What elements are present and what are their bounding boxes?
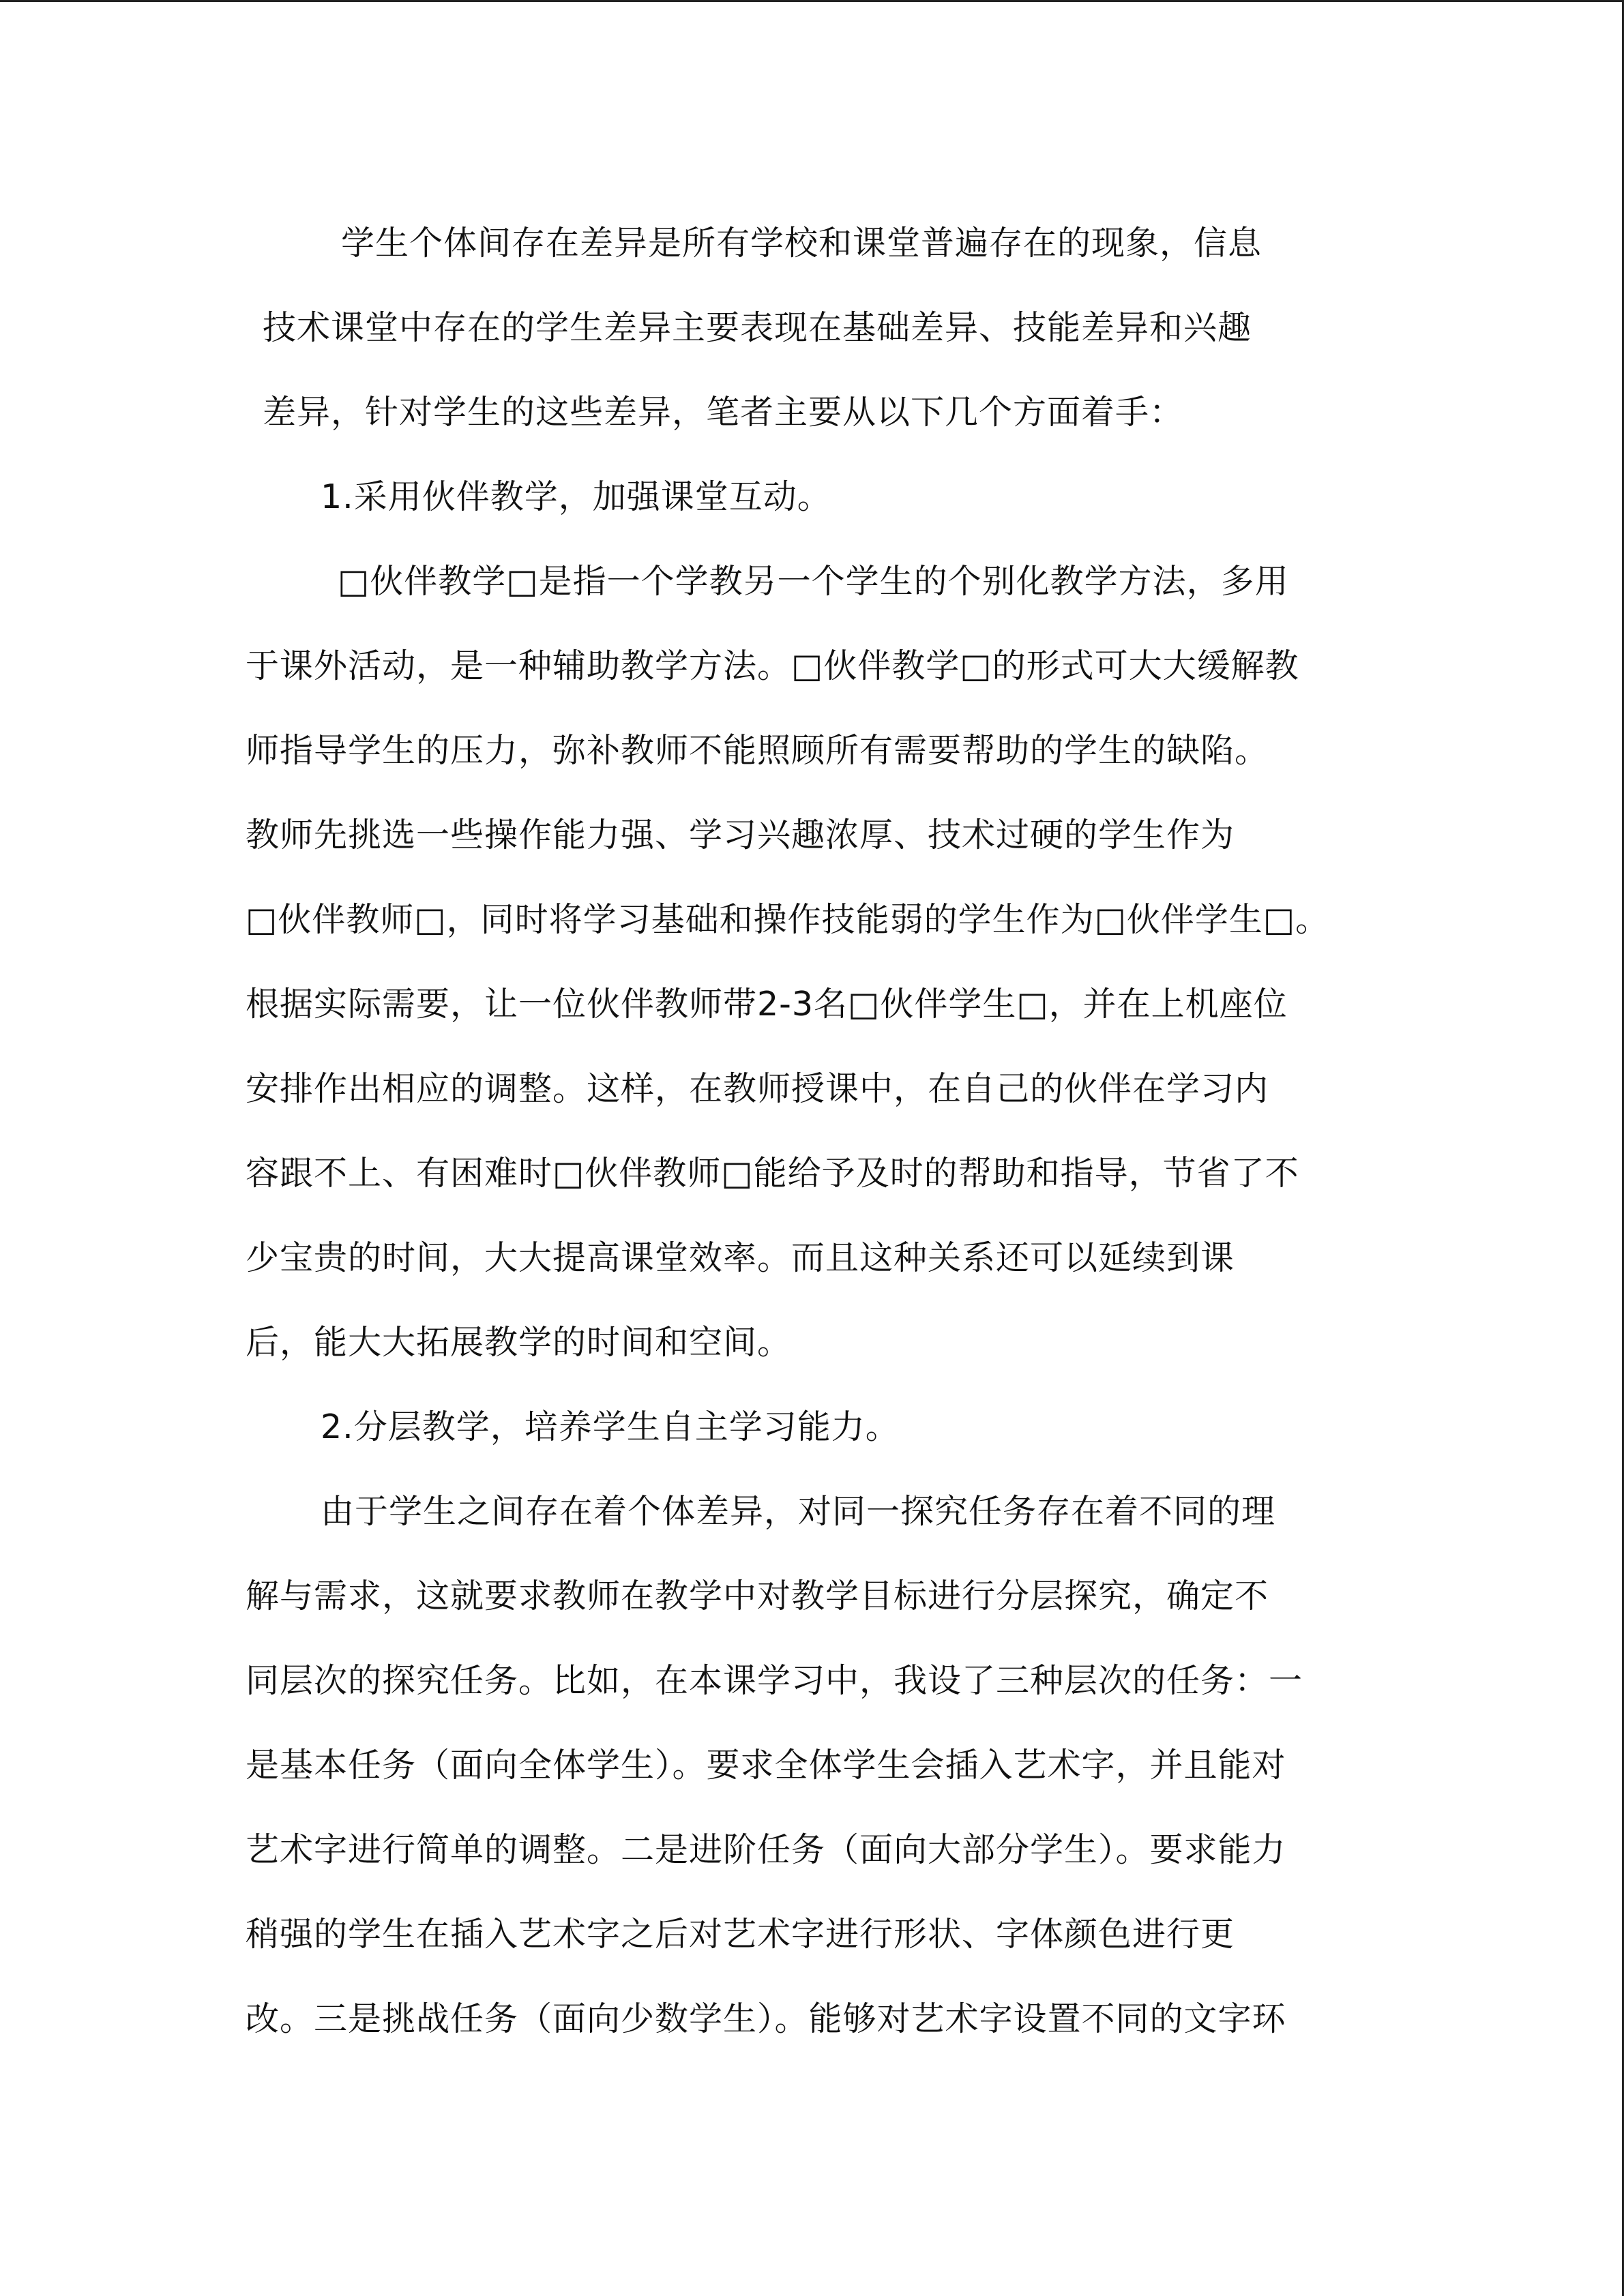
paragraph-2-line-8: 容跟不上、有困难时□伙伴教师□能给予及时的帮助和指导，节省了不 [246, 1154, 1299, 1193]
paragraph-2-line-5: □伙伴教师□，同时将学习基础和操作技能弱的学生作为□伙伴学生□。 [246, 900, 1330, 939]
paragraph-3-line-5: 艺术字进行简单的调整。二是进阶任务（面向大部分学生）。要求能力 [246, 1830, 1286, 1869]
paragraph-1-line-2: 技术课堂中存在的学生差异主要表现在基础差异、技能差异和兴趣 [263, 308, 1252, 347]
paragraph-2-line-10: 后，能大大拓展教学的时间和空间。 [246, 1323, 792, 1362]
paragraph-3-line-3: 同层次的探究任务。比如，在本课学习中，我设了三种层次的任务：一 [246, 1661, 1303, 1700]
paragraph-2-line-1: □伙伴教学□是指一个学教另一个学生的个别化教学方法，多用 [338, 562, 1289, 601]
paragraph-2-line-4: 教师先挑选一些操作能力强、学习兴趣浓厚、技术过硬的学生作为 [246, 816, 1235, 854]
heading-1: 1.采用伙伴教学，加强课堂互动。 [321, 477, 831, 516]
paragraph-2-line-9: 少宝贵的时间，大大提高课堂效率。而且这种关系还可以延续到课 [246, 1238, 1235, 1277]
paragraph-1-line-1: 学生个体间存在差异是所有学校和课堂普遍存在的现象，信息 [341, 224, 1263, 263]
paragraph-2-line-6: 根据实际需要，让一位伙伴教师带2-3名□伙伴学生□，并在上机座位 [246, 985, 1288, 1024]
paragraph-1-line-3: 差异，针对学生的这些差异，笔者主要从以下几个方面着手： [263, 393, 1184, 432]
paragraph-2-line-7: 安排作出相应的调整。这样，在教师授课中，在自己的伙伴在学习内 [246, 1069, 1269, 1108]
paragraph-3-line-2: 解与需求，这就要求教师在教学中对教学目标进行分层探究，确定不 [246, 1577, 1269, 1615]
paragraph-3-line-4: 是基本任务（面向全体学生）。要求全体学生会插入艺术字，并且能对 [246, 1746, 1286, 1785]
heading-2: 2.分层教学，培养学生自主学习能力。 [321, 1407, 900, 1446]
paragraph-2-line-3: 师指导学生的压力，弥补教师不能照顾所有需要帮助的学生的缺陷。 [246, 731, 1269, 770]
paragraph-3-line-6: 稍强的学生在插入艺术字之后对艺术字进行形状、字体颜色进行更 [246, 1915, 1235, 1954]
document-body [246, 201, 1391, 2061]
paragraph-2-line-2: 于课外活动，是一种辅助教学方法。□伙伴教学□的形式可大大缓解教 [246, 646, 1299, 685]
paragraph-3-line-7: 改。三是挑战任务（面向少数学生）。能够对艺术字设置不同的文字环 [246, 1999, 1286, 2038]
page-border-top [0, 0, 1624, 2]
paragraph-3-line-1: 由于学生之间存在着个体差异，对同一探究任务存在着不同的理 [321, 1492, 1276, 1531]
